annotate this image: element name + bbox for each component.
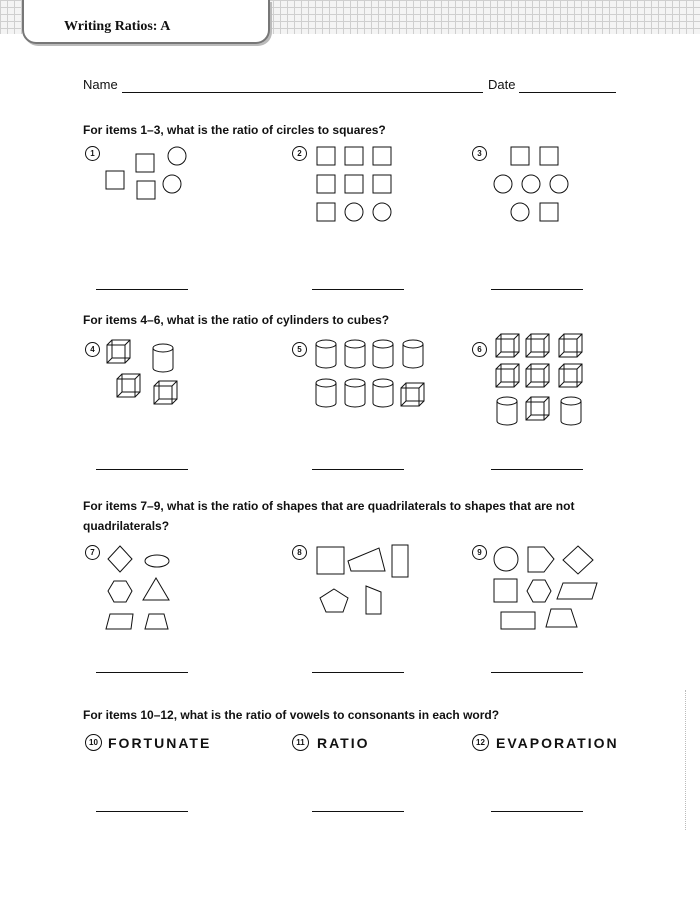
item-number-9: 9 <box>472 545 487 560</box>
parallelogram <box>557 583 597 599</box>
word-3: EVAPORATION <box>496 735 619 751</box>
section-prompt-2: For items 4–6, what is the ratio of cylinders to cubes? <box>83 313 390 327</box>
date-label: Date <box>488 77 516 92</box>
item-number-1: 1 <box>85 146 100 161</box>
rhombus <box>108 546 132 572</box>
pentagon <box>528 547 554 572</box>
section-prompt-1: For items 1–3, what is the ratio of circles to squares? <box>83 123 386 137</box>
rhombus <box>563 546 593 574</box>
pentagon <box>320 589 348 612</box>
item-number-10: 10 <box>85 734 102 751</box>
rectangle <box>501 612 535 629</box>
item-number-7: 7 <box>85 545 100 560</box>
item-number-6: 6 <box>472 342 487 357</box>
item-number-5: 5 <box>292 342 307 357</box>
square <box>317 547 344 574</box>
answer-line-12[interactable] <box>491 811 583 812</box>
word-2: RATIO <box>317 735 370 751</box>
rectangle <box>392 545 408 577</box>
answer-line-11[interactable] <box>312 811 404 812</box>
square <box>494 579 517 602</box>
answer-line-10[interactable] <box>96 811 188 812</box>
name-label: Name <box>83 77 118 92</box>
section-prompt-4: For items 10–12, what is the ratio of vowels to consonants in each word? <box>83 708 500 722</box>
answer-line-7[interactable] <box>96 672 188 673</box>
item-number-2: 2 <box>292 146 307 161</box>
item-number-11: 11 <box>292 734 309 751</box>
trapezoid <box>145 614 168 629</box>
hexagon <box>108 581 132 602</box>
section-prompt-3: For items 7–9, what is the ratio of shapes that are quadrilaterals to shapes that are not quadrilaterals? <box>83 499 575 533</box>
answer-line-9[interactable] <box>491 672 583 673</box>
circle <box>494 547 518 571</box>
parallelogram <box>106 614 133 629</box>
quadrilateral <box>348 548 385 571</box>
trapezoid <box>546 609 577 627</box>
item-number-12: 12 <box>472 734 489 751</box>
item-number-3: 3 <box>472 146 487 161</box>
item-number-8: 8 <box>292 545 307 560</box>
page-edge-marks <box>685 690 694 830</box>
item-number-4: 4 <box>85 342 100 357</box>
hexagon <box>527 580 551 602</box>
trapezoid <box>366 586 381 614</box>
page-title: Writing Ratios: A <box>64 19 171 34</box>
ellipse <box>145 555 169 567</box>
triangle <box>143 578 169 600</box>
word-1: FORTUNATE <box>108 735 212 751</box>
answer-line-8[interactable] <box>312 672 404 673</box>
